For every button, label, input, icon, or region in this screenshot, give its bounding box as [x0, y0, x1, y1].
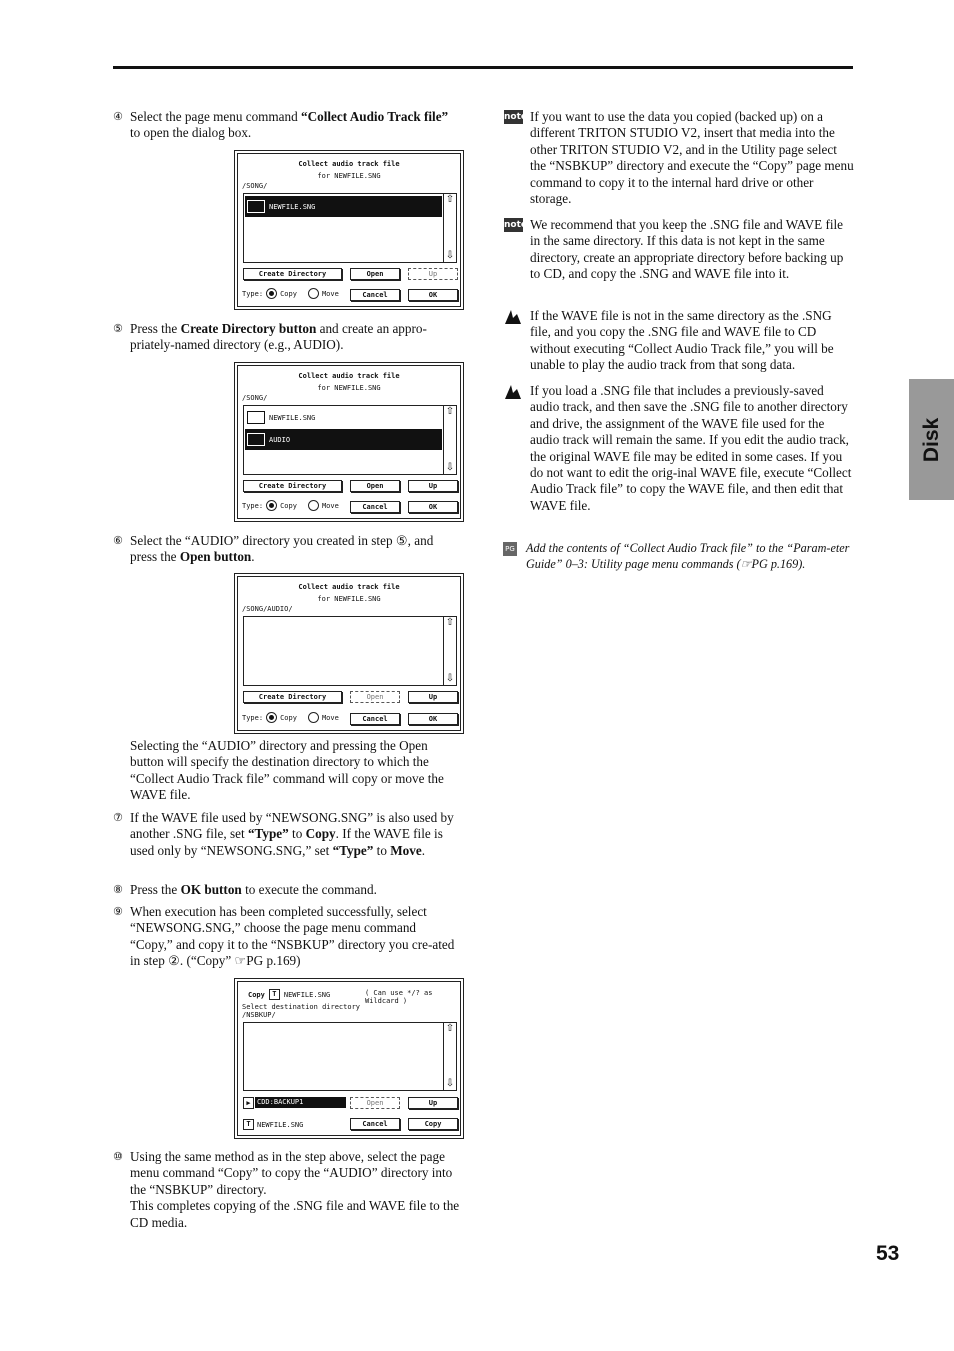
open-button[interactable]: Open [350, 268, 400, 280]
create-directory-button[interactable]: Create Directory [243, 480, 342, 492]
move-radio[interactable] [308, 712, 319, 723]
song-folder-icon [247, 200, 265, 213]
warning-2: If you load a .SNG file that includes a previously-saved audio track, and then save the .SNG file to another directory and drive, the assignment of the WAVE file used for the audio track will remain the same. If you edit the audio track, the original WAVE file may be edited in some cases. If you do not want to edit the orig-inal WAVE file, execute “Collect Audio Track file” to copy the WAVE file, and then edit that WAVE file. [504, 383, 854, 514]
copy-button[interactable]: Copy [408, 1118, 458, 1130]
collect-audio-dialog-2 [234, 362, 464, 522]
copy-radio[interactable] [266, 712, 277, 723]
cancel-button[interactable]: Cancel [350, 289, 400, 301]
top-rule [113, 66, 853, 69]
drive-selector[interactable]: CDD:BACKUP1 [255, 1097, 346, 1108]
select-destination-label: Select destination directory [242, 1003, 361, 1011]
up-button[interactable]: Up [408, 1097, 458, 1109]
open-button[interactable]: Open [350, 691, 400, 703]
cancel-button[interactable]: Cancel [350, 713, 400, 725]
scroll-down-icon[interactable]: ⇩ [445, 1078, 455, 1089]
step-8: ⑧ Press the OK button to execute the command. [113, 882, 377, 897]
section-tab: Disk [909, 379, 954, 500]
scroll-down-icon[interactable]: ⇩ [445, 462, 455, 473]
list-row-newfile[interactable]: NEWFILE.SNG [245, 196, 442, 217]
step-9: ⑨ When execution has been completed successfully, select “NEWSONG.SNG,” choose the page menu command “Copy,” and copy it to the “NSBKUP” directory you cre-ated in step ②. (“Copy” ☞PG p.169) [113, 904, 455, 969]
dialog-subtitle: for NEWFILE.SNG [317, 595, 381, 603]
copy-radio[interactable] [266, 288, 277, 299]
dialog-path: /SONG/ [242, 182, 268, 190]
up-button[interactable]: Up [408, 480, 458, 492]
scroll-down-icon[interactable]: ⇩ [445, 673, 455, 684]
note-icon: note [504, 112, 527, 122]
scrollbar[interactable] [443, 405, 457, 475]
note-1: note If you want to use the data you copied (backed up) on a different TRITON STUDIO V2, insert that media into the other TRITON STUDIO V2, and in the Utility page select the “NSBKUP” directory and execute the “Copy” page menu command to copy it to the internal hard drive or other storage. [504, 109, 854, 207]
folder-icon [247, 433, 265, 446]
up-button[interactable]: Up [408, 268, 458, 280]
scrollbar[interactable] [443, 616, 457, 686]
dialog-subtitle: for NEWFILE.SNG [317, 384, 381, 392]
paragraph-open-explanation: Selecting the “AUDIO” directory and pressing the Open button will specify the destination directory to which the “Collect Audio Track file” command will copy or move the WAVE file. [130, 738, 444, 803]
step-7: ⑦ If the WAVE file used by “NEWSONG.SNG” is also used by another .SNG file, set “Type” to Copy. If the WAVE file is used only by “NEWSONG.SNG,” set “Type” to Move. [113, 810, 454, 858]
caution-pen-icon [504, 309, 522, 329]
song-folder-icon [247, 411, 265, 424]
type-selector: Type: Copy Move [242, 713, 339, 722]
dialog-title: Collect audio track file [298, 372, 400, 380]
dialog-path: /NSBKUP/ [242, 1011, 276, 1019]
dialog-subtitle: for NEWFILE.SNG [317, 172, 381, 180]
file-list[interactable] [243, 193, 444, 263]
type-selector: Type: Copy Move [242, 289, 339, 298]
dialog-title: Collect audio track file [298, 583, 400, 591]
ok-button[interactable]: OK [408, 501, 458, 513]
scrollbar[interactable] [443, 193, 457, 263]
dialog-path: /SONG/AUDIO/ [242, 605, 293, 613]
cancel-button[interactable]: Cancel [350, 501, 400, 513]
note-2: note We recommend that you keep the .SNG file and WAVE file in the same directory. If this data is not kept in the same directory, create an appropriate directory before backing up to CD, and copy the .SNG and WAVE file into it. [504, 217, 844, 282]
create-directory-button[interactable]: Create Directory [243, 268, 342, 280]
collect-audio-dialog-1 [234, 150, 464, 310]
pg-reference: Add the contents of “Collect Audio Track file” to the “Param-eter Guide” 0–3: Utility page menu commands (☞PG p.169). [526, 541, 850, 571]
text-edit-icon[interactable]: T [269, 989, 280, 1000]
dialog-path: /SONG/ [242, 394, 268, 402]
cancel-button[interactable]: Cancel [350, 1118, 400, 1130]
text-edit-icon[interactable]: T [243, 1119, 254, 1130]
note-icon: note [504, 220, 527, 230]
scroll-up-icon[interactable]: ⇧ [445, 406, 455, 417]
file-list[interactable] [243, 616, 444, 686]
file-list[interactable] [243, 405, 444, 475]
file-list[interactable] [243, 1022, 444, 1091]
step-6: ⑥ Select the “AUDIO” directory you created in step ⑤, and press the Open button. [113, 533, 434, 565]
copy-radio[interactable] [266, 500, 277, 511]
ok-button[interactable]: OK [408, 713, 458, 725]
list-row-newfile[interactable]: NEWFILE.SNG [245, 407, 442, 428]
step-10: ⑩ Using the same method as in the step above, select the page menu command “Copy” to copy the “AUDIO” directory into the “NSBKUP” directory. This completes copying of the .SNG file and WAVE file to the CD media. [113, 1149, 460, 1230]
dialog-title: Collect audio track file [298, 160, 400, 168]
create-directory-button[interactable]: Create Directory [243, 691, 342, 703]
copy-header: Copy T NEWFILE.SNG [248, 990, 331, 999]
collect-audio-dialog-3 [234, 573, 464, 734]
caution-pen-icon [504, 384, 522, 404]
up-button[interactable]: Up [408, 691, 458, 703]
move-radio[interactable] [308, 500, 319, 511]
drive-select-icon[interactable]: ▶ [243, 1097, 254, 1109]
step-5: ⑤ Press the Create Directory button and create an appro-priately-named directory (e.g., AUDIO). [113, 321, 427, 353]
type-selector: Type: Copy Move [242, 501, 339, 510]
page-number: 53 [876, 1242, 900, 1265]
open-button[interactable]: Open [350, 480, 400, 492]
copy-dialog [234, 978, 464, 1139]
scrollbar[interactable] [443, 1022, 457, 1091]
step-4: ④ Select the page menu command “Collect Audio Track file” to open the dialog box. [113, 109, 449, 141]
scroll-up-icon[interactable]: ⇧ [445, 1023, 455, 1034]
warning-1: If the WAVE file is not in the same directory as the .SNG file, and you copy the .SNG file and WAVE file to CD without executing “Collect Audio Track file,” you will be unable to play the audio track from that song data. [504, 308, 854, 374]
ok-button[interactable]: OK [408, 289, 458, 301]
scroll-down-icon[interactable]: ⇩ [445, 250, 455, 261]
pg-icon: PG [503, 542, 517, 556]
move-radio[interactable] [308, 288, 319, 299]
scroll-up-icon[interactable]: ⇧ [445, 617, 455, 628]
wildcard-hint: ( Can use */? as Wildcard ) [365, 989, 433, 1005]
list-row-audio[interactable]: AUDIO [245, 429, 442, 450]
scroll-up-icon[interactable]: ⇧ [445, 194, 455, 205]
open-button[interactable]: Open [350, 1097, 400, 1109]
destination-file-row: T NEWFILE.SNG [243, 1119, 303, 1130]
